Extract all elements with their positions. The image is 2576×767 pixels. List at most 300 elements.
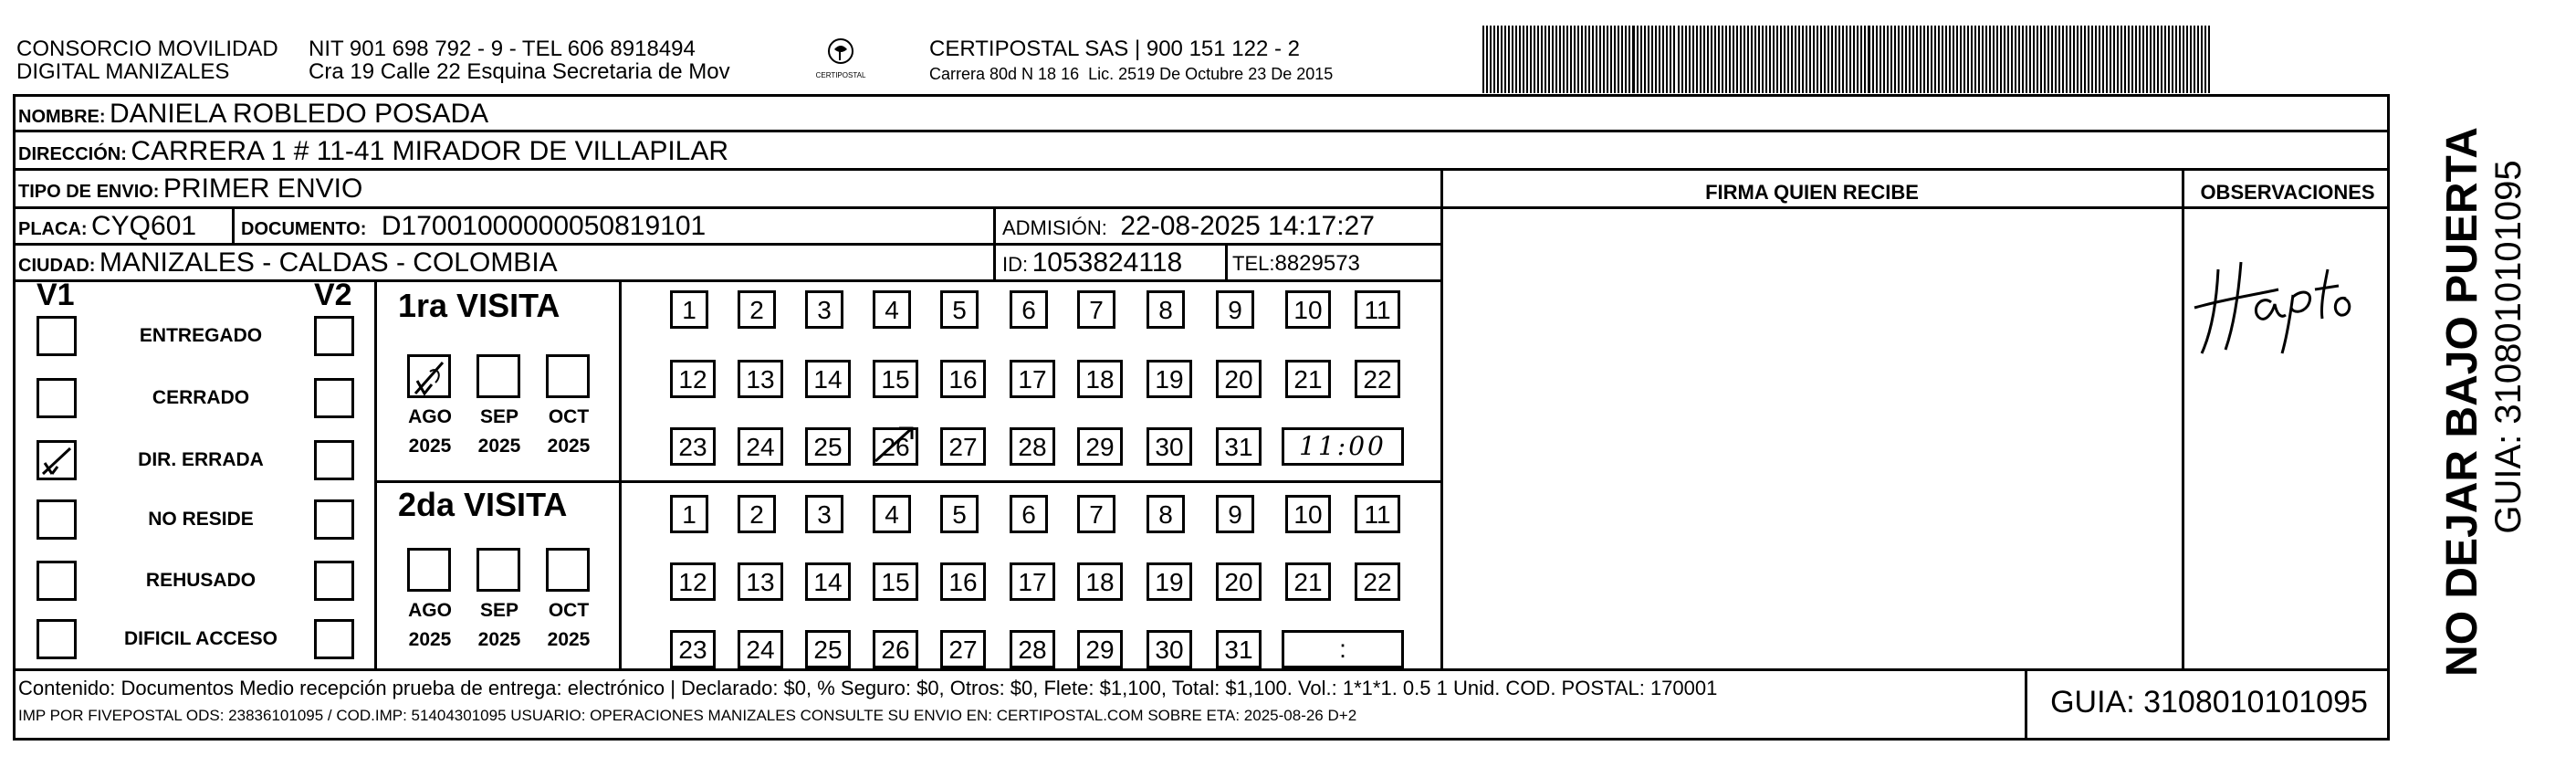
month-checkbox[interactable] bbox=[476, 354, 520, 398]
day-box-30[interactable] bbox=[1147, 630, 1192, 668]
barcode-bar bbox=[1566, 26, 1568, 93]
barcode-bar bbox=[1523, 26, 1524, 93]
barcode-bar bbox=[1662, 26, 1664, 93]
day-box-10[interactable] bbox=[1285, 495, 1331, 533]
col-divider bbox=[2025, 668, 2027, 741]
barcode-bar bbox=[1831, 26, 1833, 93]
col-divider bbox=[619, 279, 622, 668]
barcode-bar bbox=[1813, 26, 1815, 93]
day-box-5[interactable] bbox=[940, 290, 979, 329]
barcode-bar bbox=[2051, 26, 2053, 93]
day-box-28[interactable] bbox=[1010, 427, 1055, 466]
day-number: 13 bbox=[746, 365, 775, 394]
barcode-bar bbox=[2190, 26, 2192, 93]
day-box-21[interactable] bbox=[1285, 360, 1331, 398]
day-number: 20 bbox=[1224, 568, 1253, 596]
barcode-bar bbox=[1574, 26, 1576, 93]
barcode-bar bbox=[1923, 26, 1925, 93]
barcode-bar bbox=[2153, 26, 2155, 93]
day-number: 22 bbox=[1363, 365, 1392, 394]
day-box-9[interactable] bbox=[1216, 290, 1254, 329]
v1-checkbox[interactable] bbox=[37, 440, 77, 480]
footer-imp: IMP POR FIVEPOSTAL ODS: 23836101095 / COD.IMP: 51404301095 USUARIO: OPERACIONES MANIZALES CONSULTE SU ENVIO EN: CERTIPOSTAL.COM SOBRE ETA: 2025-08-26 D+2 bbox=[18, 707, 1357, 724]
v2-checkbox[interactable] bbox=[314, 316, 354, 356]
day-box-23[interactable] bbox=[670, 427, 716, 466]
v2-label: V2 bbox=[314, 278, 352, 312]
day-box-29[interactable] bbox=[1077, 427, 1123, 466]
v2-checkbox[interactable] bbox=[314, 440, 354, 480]
barcode-bar bbox=[1673, 26, 1675, 93]
day-box-7[interactable] bbox=[1077, 495, 1115, 533]
month-label: SEP bbox=[479, 600, 519, 621]
barcode-bar bbox=[1912, 26, 1914, 93]
barcode-bar bbox=[2172, 26, 2173, 93]
barcode-bar bbox=[1725, 26, 1727, 93]
sender-company-line1: CONSORCIO MOVILIDAD bbox=[16, 37, 278, 61]
day-number: 19 bbox=[1155, 568, 1184, 596]
col-divider bbox=[1225, 243, 1228, 279]
barcode-bar bbox=[1577, 26, 1579, 93]
day-box-23[interactable] bbox=[670, 630, 716, 668]
day-number: 1 bbox=[682, 296, 696, 324]
barcode-bar bbox=[2113, 26, 2115, 93]
barcode-bar bbox=[2161, 26, 2162, 93]
day-box-14[interactable] bbox=[805, 360, 851, 398]
barcode-bar bbox=[2164, 26, 2166, 93]
documento-label: DOCUMENTO: bbox=[241, 219, 367, 239]
day-number: 5 bbox=[952, 296, 967, 324]
day-number: 15 bbox=[881, 568, 910, 596]
barcode-bar bbox=[1880, 26, 1881, 93]
tel-label: TEL: bbox=[1232, 252, 1275, 275]
tel-cell bbox=[1232, 251, 1360, 277]
barcode-bar bbox=[1758, 26, 1760, 93]
barcode-bar bbox=[1541, 26, 1543, 93]
day-box-17[interactable] bbox=[1010, 562, 1055, 601]
v1-checkbox[interactable] bbox=[37, 499, 77, 540]
barcode-bar bbox=[1809, 26, 1811, 93]
barcode-bar bbox=[1508, 26, 1510, 93]
barcode-bar bbox=[1835, 26, 1837, 93]
barcode-bar bbox=[1791, 26, 1793, 93]
barcode-bar bbox=[1960, 26, 1962, 93]
first-visit-time[interactable] bbox=[1282, 427, 1404, 466]
barcode-bar bbox=[1890, 26, 1892, 93]
barcode-bar bbox=[1581, 26, 1583, 93]
barcode-bar bbox=[2179, 26, 2181, 93]
barcode-bar bbox=[1967, 26, 1969, 93]
barcode-bar bbox=[1762, 26, 1764, 93]
day-number: 31 bbox=[1224, 636, 1253, 664]
barcode-bar bbox=[1545, 26, 1546, 93]
day-box-18[interactable] bbox=[1077, 360, 1123, 398]
sender-address: Cra 19 Calle 22 Esquina Secretaria de Mov bbox=[309, 59, 730, 84]
day-box-11[interactable] bbox=[1355, 290, 1400, 329]
day-box-31[interactable] bbox=[1216, 630, 1262, 668]
day-number: 29 bbox=[1085, 433, 1115, 461]
row-divider bbox=[13, 279, 1440, 282]
barcode-bar bbox=[1827, 26, 1829, 93]
day-box-5[interactable] bbox=[940, 495, 979, 533]
first-visit-title: 1ra VISITA bbox=[398, 287, 560, 324]
day-number: 18 bbox=[1085, 568, 1115, 596]
sender-nit: NIT 901 698 792 - 9 - TEL 606 8918494 bbox=[309, 37, 696, 61]
barcode-bar bbox=[1820, 26, 1822, 93]
day-number: 25 bbox=[813, 636, 843, 664]
barcode-bar bbox=[2186, 26, 2188, 93]
day-box-26[interactable] bbox=[873, 630, 918, 668]
placa-value: CYQ601 bbox=[91, 211, 197, 241]
barcode-bar bbox=[1585, 26, 1586, 93]
barcode-bar bbox=[1971, 26, 1973, 93]
barcode-bar bbox=[1974, 26, 1976, 93]
month-checkbox[interactable] bbox=[407, 354, 451, 398]
v2-checkbox[interactable] bbox=[314, 619, 354, 659]
day-number: 30 bbox=[1155, 433, 1184, 461]
barcode-bar bbox=[2102, 26, 2104, 93]
barcode-bar bbox=[1607, 26, 1608, 93]
day-box-18[interactable] bbox=[1077, 562, 1123, 601]
ciudad-label: CIUDAD: bbox=[18, 256, 96, 276]
day-number: 27 bbox=[948, 433, 978, 461]
day-box-19[interactable] bbox=[1147, 562, 1192, 601]
barcode-bar bbox=[1592, 26, 1594, 93]
day-box-4[interactable] bbox=[873, 495, 911, 533]
side-guia: GUIA: 3108010101095 bbox=[2488, 160, 2529, 534]
day-box-16[interactable] bbox=[940, 562, 986, 601]
barcode-bar bbox=[1685, 26, 1687, 93]
barcode-bar bbox=[1637, 26, 1639, 93]
barcode-bar bbox=[1838, 26, 1840, 93]
check-mark-icon bbox=[410, 357, 448, 395]
day-box-1[interactable] bbox=[670, 495, 708, 533]
year-label: 2025 bbox=[408, 436, 452, 457]
day-box-24[interactable] bbox=[738, 630, 783, 668]
col-divider bbox=[2182, 168, 2184, 668]
barcode-bar bbox=[1722, 26, 1723, 93]
barcode-bar bbox=[1530, 26, 1532, 93]
barcode-bar bbox=[1887, 26, 1889, 93]
barcode-bar bbox=[1894, 26, 1896, 93]
barcode-bar bbox=[1625, 26, 1627, 93]
courier-name: CERTIPOSTAL SAS | 900 151 122 - 2 bbox=[929, 37, 1300, 61]
barcode-bar bbox=[2099, 26, 2100, 93]
barcode-bar bbox=[2194, 26, 2195, 93]
day-box-29[interactable] bbox=[1077, 630, 1123, 668]
row-divider bbox=[13, 130, 2390, 132]
barcode-bar bbox=[1501, 26, 1503, 93]
month-checkbox[interactable] bbox=[546, 354, 590, 398]
barcode-bar bbox=[1740, 26, 1742, 93]
barcode-bar bbox=[1993, 26, 1995, 93]
barcode-bar bbox=[1787, 26, 1789, 93]
second-visit-time[interactable] bbox=[1282, 630, 1404, 668]
barcode-bar bbox=[1916, 26, 1918, 93]
barcode-bar bbox=[2131, 26, 2133, 93]
day-number: 21 bbox=[1293, 365, 1323, 394]
v1-checkbox[interactable] bbox=[37, 561, 77, 601]
row-divider bbox=[13, 206, 1440, 209]
nombre-value: DANIELA ROBLEDO POSADA bbox=[110, 99, 489, 129]
barcode-bar bbox=[1989, 26, 1991, 93]
barcode-bar bbox=[1744, 26, 1745, 93]
day-box-15[interactable] bbox=[873, 360, 918, 398]
barcode-bar bbox=[2000, 26, 2002, 93]
barcode-bar bbox=[1754, 26, 1756, 93]
day-number: 16 bbox=[948, 365, 978, 394]
status-label: NO RESIDE bbox=[148, 509, 254, 530]
day-number: 1 bbox=[682, 500, 696, 529]
day-box-7[interactable] bbox=[1077, 290, 1115, 329]
v2-checkbox[interactable] bbox=[314, 561, 354, 601]
barcode-bar bbox=[1681, 26, 1683, 93]
barcode-bar bbox=[2139, 26, 2141, 93]
sender-company-line2: DIGITAL MANIZALES bbox=[16, 59, 230, 84]
year-label: 2025 bbox=[408, 629, 452, 650]
barcode-bar bbox=[2062, 26, 2064, 93]
day-number: 8 bbox=[1158, 296, 1173, 324]
day-box-15[interactable] bbox=[873, 562, 918, 601]
barcode-bar bbox=[2157, 26, 2159, 93]
barcode-bar bbox=[2110, 26, 2111, 93]
day-box-3[interactable] bbox=[805, 290, 843, 329]
barcode-bar bbox=[1747, 26, 1749, 93]
day-number: 4 bbox=[885, 296, 899, 324]
day-box-28[interactable] bbox=[1010, 630, 1055, 668]
day-box-6[interactable] bbox=[1010, 495, 1048, 533]
barcode-bar bbox=[1651, 26, 1653, 93]
day-number: 13 bbox=[746, 568, 775, 596]
barcode-bar bbox=[2095, 26, 2097, 93]
barcode-bar bbox=[1628, 26, 1630, 93]
barcode-bar bbox=[1552, 26, 1554, 93]
barcode-bar bbox=[1996, 26, 1998, 93]
id-value: 1053824118 bbox=[1031, 247, 1183, 278]
barcode-bar bbox=[1559, 26, 1561, 93]
barcode-bar bbox=[1700, 26, 1702, 93]
day-box-20[interactable] bbox=[1216, 360, 1262, 398]
barcode-bar bbox=[2040, 26, 2042, 93]
barcode-bar bbox=[2091, 26, 2093, 93]
barcode-bar bbox=[2106, 26, 2108, 93]
day-number: 8 bbox=[1158, 500, 1173, 529]
barcode-bar bbox=[1905, 26, 1907, 93]
barcode-bar bbox=[1963, 26, 1965, 93]
day-box-4[interactable] bbox=[873, 290, 911, 329]
day-box-22[interactable] bbox=[1355, 562, 1400, 601]
day-number: 18 bbox=[1085, 365, 1115, 394]
barcode-bar bbox=[1632, 26, 1635, 93]
barcode-bar bbox=[1640, 26, 1642, 93]
day-number: 10 bbox=[1293, 296, 1323, 324]
barcode-bar bbox=[1534, 26, 1535, 93]
day-box-19[interactable] bbox=[1147, 360, 1192, 398]
barcode-bar bbox=[1876, 26, 1878, 93]
barcode-bar bbox=[2069, 26, 2071, 93]
barcode-bar bbox=[1806, 26, 1807, 93]
day-box-12[interactable] bbox=[670, 360, 716, 398]
day-box-10[interactable] bbox=[1285, 290, 1331, 329]
day-box-8[interactable] bbox=[1147, 495, 1185, 533]
tipo-envio-value: PRIMER ENVIO bbox=[162, 173, 363, 204]
day-number: 12 bbox=[678, 568, 707, 596]
barcode-bar bbox=[1978, 26, 1980, 93]
barcode-bar bbox=[2004, 26, 2005, 93]
day-number: 9 bbox=[1228, 500, 1242, 529]
v1-checkbox[interactable] bbox=[37, 316, 77, 356]
barcode-bar bbox=[1736, 26, 1738, 93]
barcode-bar bbox=[2088, 26, 2089, 93]
barcode-bar bbox=[1515, 26, 1517, 93]
barcode-bar bbox=[1670, 26, 1671, 93]
barcode-bar bbox=[1901, 26, 1903, 93]
day-number: 12 bbox=[678, 365, 707, 394]
status-label: ENTREGADO bbox=[139, 325, 263, 346]
barcode-bar bbox=[2073, 26, 2075, 93]
status-label: REHUSADO bbox=[145, 570, 257, 591]
signature-area[interactable] bbox=[1444, 209, 2180, 668]
day-box-2[interactable] bbox=[738, 290, 776, 329]
barcode-bar bbox=[2037, 26, 2038, 93]
barcode-bar bbox=[1482, 26, 1484, 93]
barcode-bar bbox=[1931, 26, 1932, 93]
day-box-11[interactable] bbox=[1355, 495, 1400, 533]
day-box-14[interactable] bbox=[805, 562, 851, 601]
tipo-envio-row bbox=[18, 173, 362, 205]
day-box-16[interactable] bbox=[940, 360, 986, 398]
barcode-bar bbox=[2066, 26, 2068, 93]
row-divider bbox=[374, 480, 1440, 483]
barcode-bar bbox=[1751, 26, 1753, 93]
barcode-bar bbox=[1860, 26, 1862, 93]
observaciones-label: OBSERVACIONES bbox=[2200, 181, 2375, 204]
day-box-13[interactable] bbox=[738, 562, 783, 601]
barcode-bar bbox=[1817, 26, 1818, 93]
day-number: 3 bbox=[817, 296, 832, 324]
barcode-bar bbox=[1655, 26, 1657, 93]
admision-value: 22-08-2025 14:17:27 bbox=[1120, 211, 1375, 241]
day-box-21[interactable] bbox=[1285, 562, 1331, 601]
month-label: OCT bbox=[548, 600, 590, 621]
barcode-bar bbox=[1942, 26, 1943, 93]
barcode-bar bbox=[1666, 26, 1668, 93]
day-number: 3 bbox=[817, 500, 832, 529]
row-divider bbox=[13, 168, 2390, 171]
barcode-bar bbox=[1773, 26, 1775, 93]
time-value: 11:00 bbox=[1299, 431, 1387, 461]
day-number: 14 bbox=[813, 365, 843, 394]
barcode-bar bbox=[1588, 26, 1590, 93]
day-number: 7 bbox=[1089, 500, 1104, 529]
barcode-bar bbox=[1927, 26, 1929, 93]
observation-handwriting bbox=[2191, 242, 2373, 361]
v1-checkbox[interactable] bbox=[37, 378, 77, 418]
barcode-bar bbox=[1714, 26, 1716, 93]
barcode-bar bbox=[1678, 26, 1680, 93]
barcode-bar bbox=[1707, 26, 1709, 93]
day-box-3[interactable] bbox=[805, 495, 843, 533]
barcode-bar bbox=[2007, 26, 2009, 93]
day-box-1[interactable] bbox=[670, 290, 708, 329]
v2-checkbox[interactable] bbox=[314, 378, 354, 418]
day-box-9[interactable] bbox=[1216, 495, 1254, 533]
barcode-bar bbox=[1493, 26, 1495, 93]
barcode-bar bbox=[2175, 26, 2177, 93]
barcode-bar bbox=[1795, 26, 1796, 93]
day-box-20[interactable] bbox=[1216, 562, 1262, 601]
barcode-bar bbox=[1603, 26, 1605, 93]
barcode bbox=[1482, 26, 2213, 93]
barcode-bar bbox=[2124, 26, 2126, 93]
documento-cell bbox=[241, 211, 706, 242]
barcode-bar bbox=[1621, 26, 1623, 93]
barcode-bar bbox=[1659, 26, 1660, 93]
v1-checkbox[interactable] bbox=[37, 619, 77, 659]
check-mark-icon bbox=[39, 443, 74, 478]
day-box-24[interactable] bbox=[738, 427, 783, 466]
day-box-13[interactable] bbox=[738, 360, 783, 398]
day-number: 4 bbox=[885, 500, 899, 529]
day-box-27[interactable] bbox=[940, 630, 986, 668]
col-divider bbox=[1440, 168, 1443, 668]
month-label: SEP bbox=[479, 406, 519, 427]
barcode-bar bbox=[1711, 26, 1712, 93]
status-label: DIR. ERRADA bbox=[138, 449, 264, 470]
barcode-bar bbox=[2058, 26, 2060, 93]
barcode-bar bbox=[2142, 26, 2144, 93]
status-label: CERRADO bbox=[152, 387, 250, 408]
documento-value: D17001000000050819101 bbox=[381, 211, 707, 241]
day-number: 25 bbox=[813, 433, 843, 461]
barcode-bar bbox=[1618, 26, 1619, 93]
day-number: 26 bbox=[881, 636, 910, 664]
barcode-bar bbox=[2029, 26, 2031, 93]
check-mark-icon bbox=[872, 425, 917, 463]
day-box-22[interactable] bbox=[1355, 360, 1400, 398]
day-box-30[interactable] bbox=[1147, 427, 1192, 466]
day-box-25[interactable] bbox=[805, 630, 851, 668]
col-divider bbox=[993, 206, 996, 279]
id-label: ID: bbox=[1002, 253, 1029, 276]
day-box-8[interactable] bbox=[1147, 290, 1185, 329]
month-checkbox[interactable] bbox=[546, 548, 590, 592]
barcode-bar bbox=[2018, 26, 2020, 93]
day-box-2[interactable] bbox=[738, 495, 776, 533]
month-checkbox[interactable] bbox=[407, 548, 451, 592]
month-label: AGO bbox=[408, 406, 452, 427]
day-number: 7 bbox=[1089, 296, 1104, 324]
day-number: 24 bbox=[746, 636, 775, 664]
day-number: 20 bbox=[1224, 365, 1253, 394]
day-box-25[interactable] bbox=[805, 427, 851, 466]
day-box-17[interactable] bbox=[1010, 360, 1055, 398]
day-box-6[interactable] bbox=[1010, 290, 1048, 329]
month-label: AGO bbox=[408, 600, 452, 621]
direccion-value: CARRERA 1 # 11-41 MIRADOR DE VILLAPILAR bbox=[131, 136, 729, 166]
month-checkbox[interactable] bbox=[476, 548, 520, 592]
day-box-12[interactable] bbox=[670, 562, 716, 601]
day-box-26[interactable] bbox=[873, 427, 918, 466]
tipo-envio-label: TIPO DE ENVIO: bbox=[18, 182, 160, 202]
day-box-31[interactable] bbox=[1216, 427, 1262, 466]
month-label: OCT bbox=[548, 406, 590, 427]
barcode-bar bbox=[2047, 26, 2049, 93]
day-box-27[interactable] bbox=[940, 427, 986, 466]
barcode-bar bbox=[1596, 26, 1597, 93]
placa-cell bbox=[18, 211, 196, 242]
v2-checkbox[interactable] bbox=[314, 499, 354, 540]
day-number: 15 bbox=[881, 365, 910, 394]
